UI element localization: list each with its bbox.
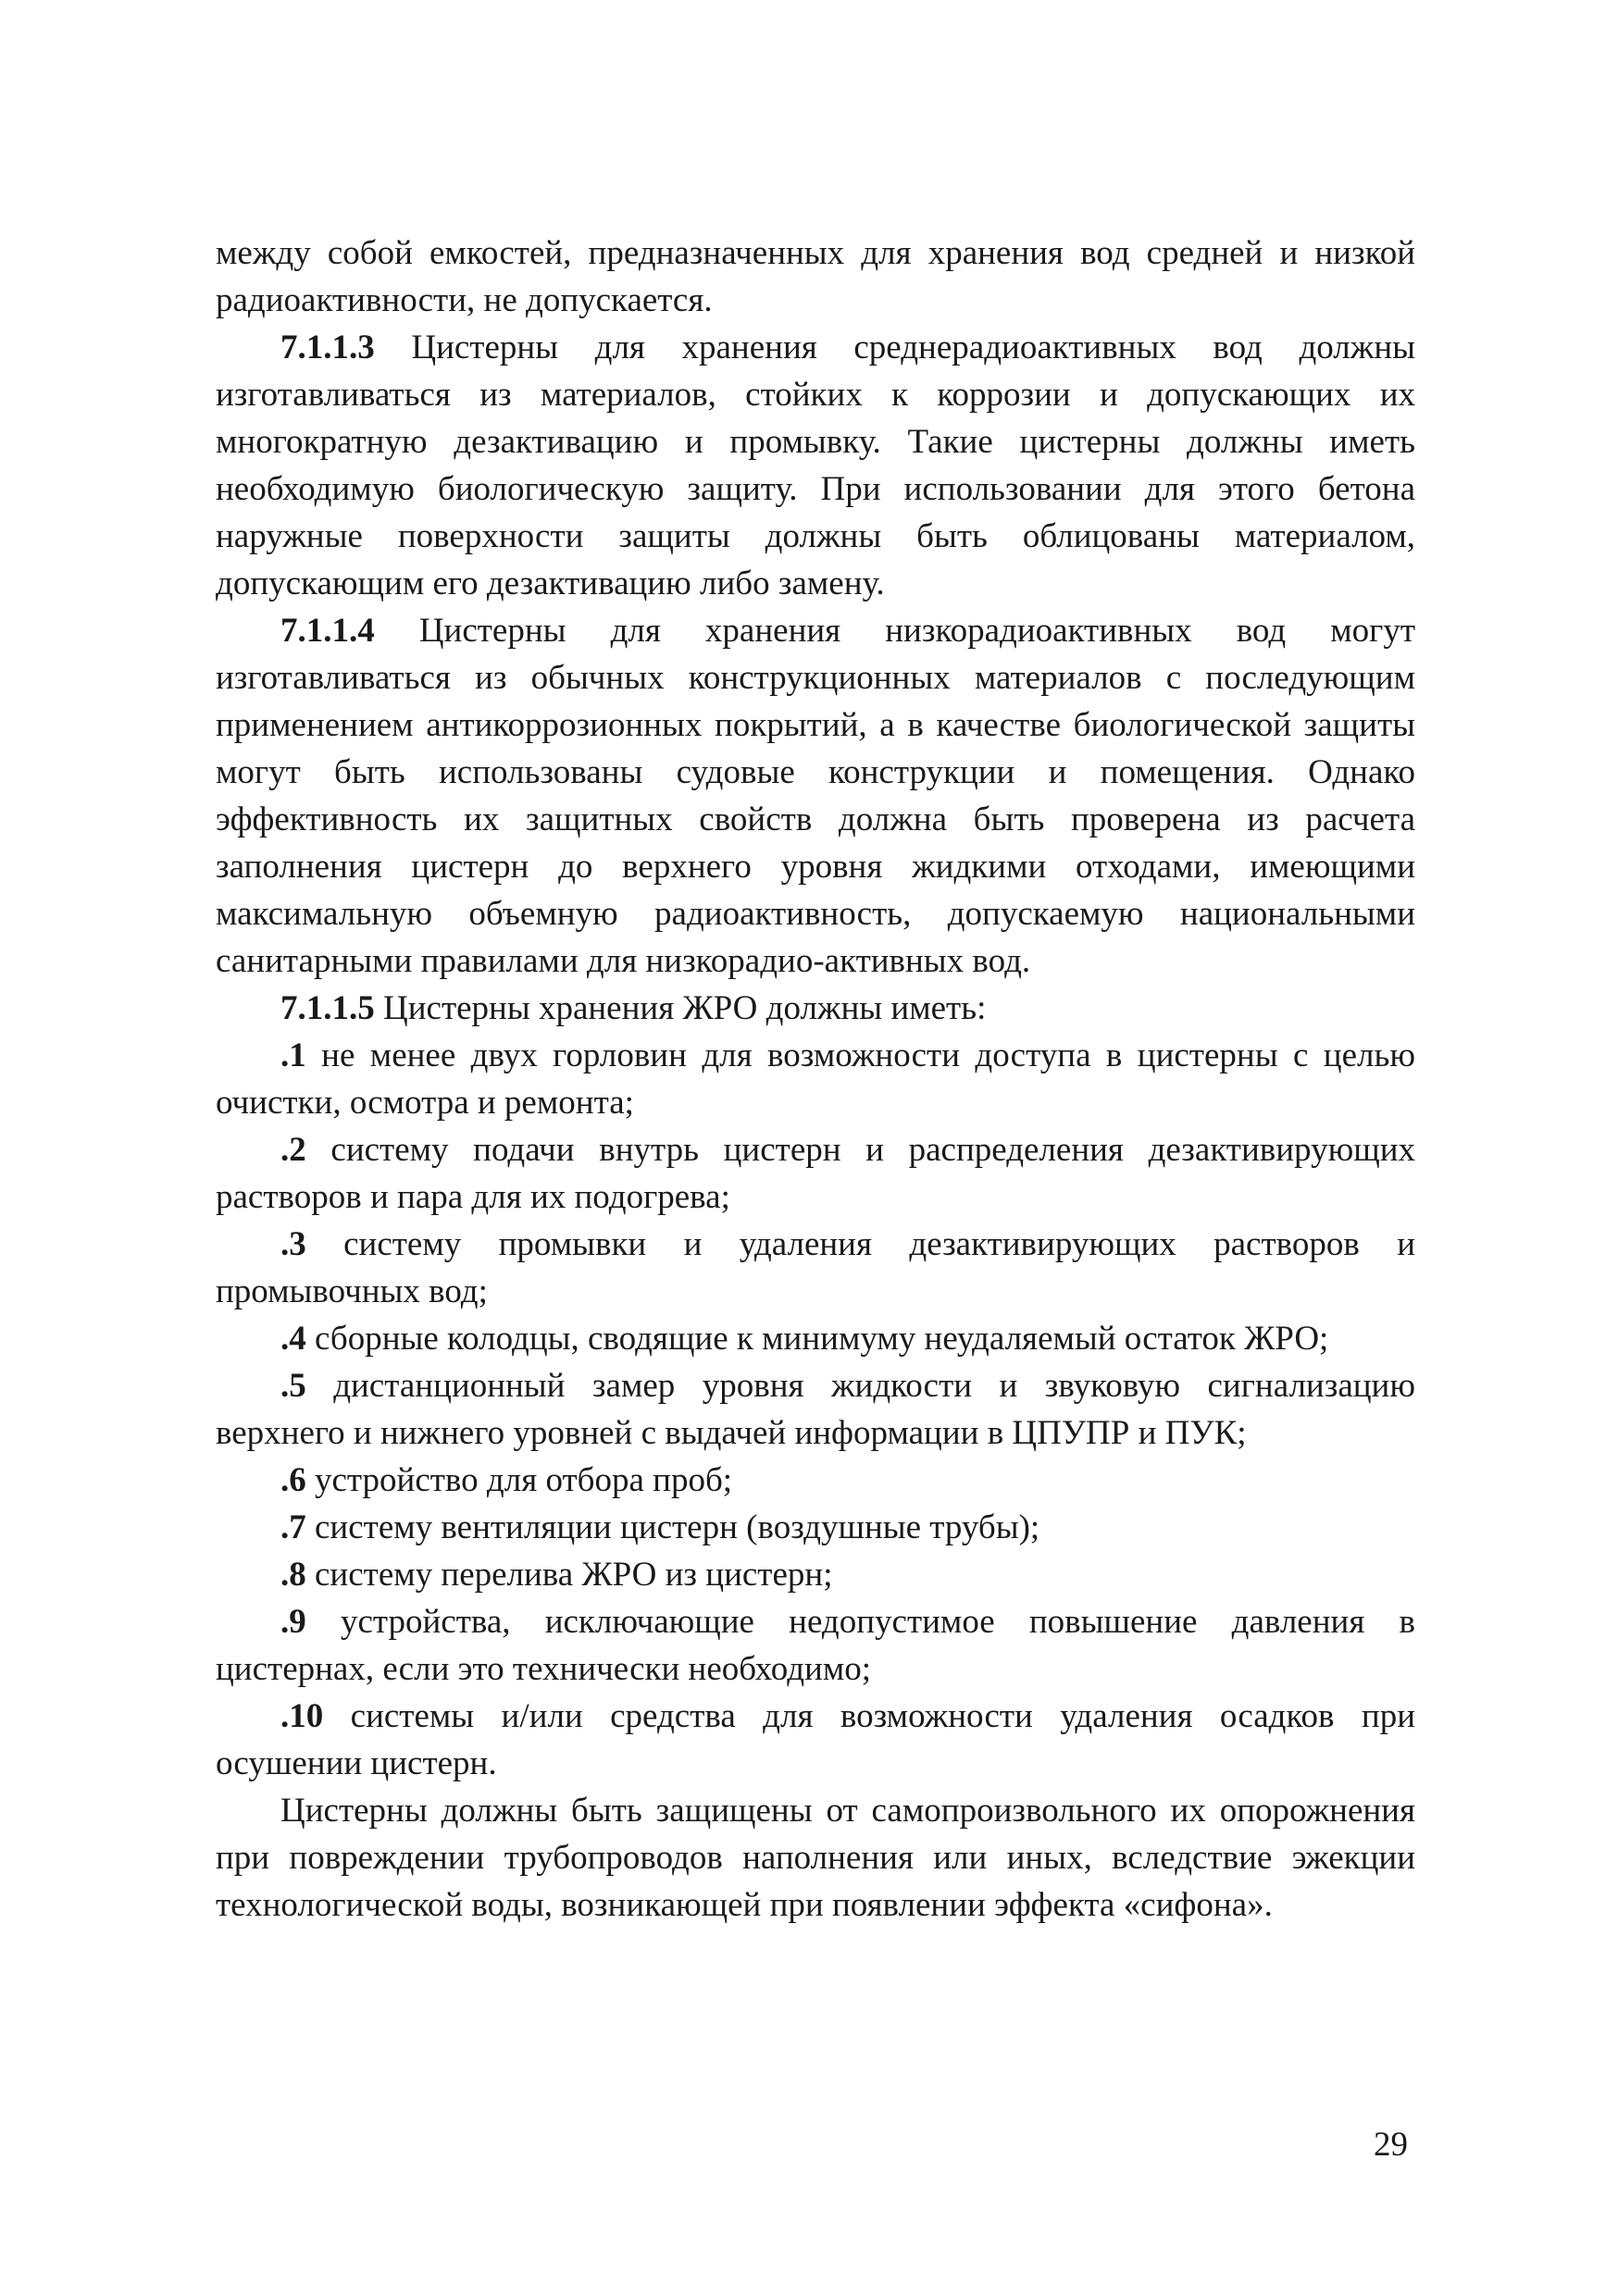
list-item xyxy=(216,1126,1415,1221)
item-number: .2 xyxy=(280,1131,306,1169)
item-text: систему перелива ЖРО из цистерн; xyxy=(315,1556,833,1594)
item-number: .10 xyxy=(280,1697,324,1735)
list-item xyxy=(216,1693,1415,1787)
section-text: Цистерны для хранения низкорадиоактивных вод могут изготавливаться из обычных конструкционных материалов с последующим применением антикоррозионных покрытий, а в качестве биологической защиты могут быть использованы судовые конструкции и помещения. Однако эффективность их защитных свойств должна быть проверена из расчета заполнения цистерн до верхнего уровня жидкими отходами, имеющими максимальную объемную радиоактивность, допускаемую национальными санитарными правилами для низкорадио-активных вод. xyxy=(216,612,1415,980)
item-number: .6 xyxy=(280,1461,306,1499)
item-number: .8 xyxy=(280,1556,306,1594)
section-text: Цистерны для хранения среднерадиоактивных вод должны изготавливаться из материалов, стойких к коррозии и допускающих их многократную дезактивацию и промывку. Такие цистерны должны иметь необходимую биологическую защиту. При использовании для этого бетона наружные поверхности защиты должны быть облицованы материалом, допускающим его дезактивацию либо замену. xyxy=(216,329,1415,602)
item-text: не менее двух горловин для возможности доступа в цистерны с целью очистки, осмотра и ремонта; xyxy=(216,1036,1415,1122)
item-text: устройства, исключающие недопустимое повышение давления в цистернах, если это технически необходимо; xyxy=(216,1603,1415,1688)
section-7-1-1-3 xyxy=(216,324,1415,607)
section-number: 7.1.1.4 xyxy=(280,612,375,650)
item-number: .4 xyxy=(280,1320,306,1358)
page-body xyxy=(216,230,1415,1929)
section-number: 7.1.1.3 xyxy=(280,329,375,366)
section-7-1-1-5 xyxy=(216,985,1415,1032)
list-item xyxy=(216,1457,1415,1504)
item-text: устройство для отбора проб; xyxy=(315,1461,733,1499)
list-item xyxy=(216,1032,1415,1126)
list-item xyxy=(216,1504,1415,1551)
item-number: .5 xyxy=(280,1367,306,1405)
list-item xyxy=(216,1598,1415,1693)
item-text: систему вентиляции цистерн (воздушные трубы); xyxy=(315,1508,1040,1546)
item-text: систему подачи внутрь цистерн и распределения дезактивирующих растворов и пара для их подогрева; xyxy=(216,1131,1415,1216)
list-item xyxy=(216,1362,1415,1457)
page-number: 29 xyxy=(1374,2126,1408,2164)
item-text: дистанционный замер уровня жидкости и звуковую сигнализацию верхнего и нижнего уровней с выдачей информации в ЦПУПР и ПУК; xyxy=(216,1367,1415,1452)
section-text: Цистерны хранения ЖРО должны иметь: xyxy=(383,989,987,1027)
list-item xyxy=(216,1315,1415,1362)
item-number: .7 xyxy=(280,1508,306,1546)
section-number: 7.1.1.5 xyxy=(280,989,375,1027)
list-item xyxy=(216,1221,1415,1315)
item-number: .1 xyxy=(280,1036,306,1074)
item-number: .9 xyxy=(280,1603,306,1641)
closing-text: Цистерны должны быть защищены от самопроизвольного их опорожнения при повреждении трубопроводов наполнения или иных, вследствие эжекции технологической воды, возникающей при появлении эффекта «сифона». xyxy=(216,1792,1415,1924)
continuation-text: между собой емкостей, предназначенных для хранения вод средней и низкой радиоактивности, не допускается. xyxy=(216,234,1415,319)
list-item xyxy=(216,1551,1415,1598)
continuation-paragraph xyxy=(216,230,1415,324)
section-7-1-1-4 xyxy=(216,607,1415,985)
closing-paragraph xyxy=(216,1787,1415,1929)
item-text: системы и/или средства для возможности удаления осадков при осушении цистерн. xyxy=(216,1697,1416,1782)
item-text: сборные колодцы, сводящие к минимуму неудаляемый остаток ЖРО; xyxy=(315,1320,1329,1358)
item-number: .3 xyxy=(280,1225,306,1263)
item-text: систему промывки и удаления дезактивирующих растворов и промывочных вод; xyxy=(216,1225,1415,1310)
